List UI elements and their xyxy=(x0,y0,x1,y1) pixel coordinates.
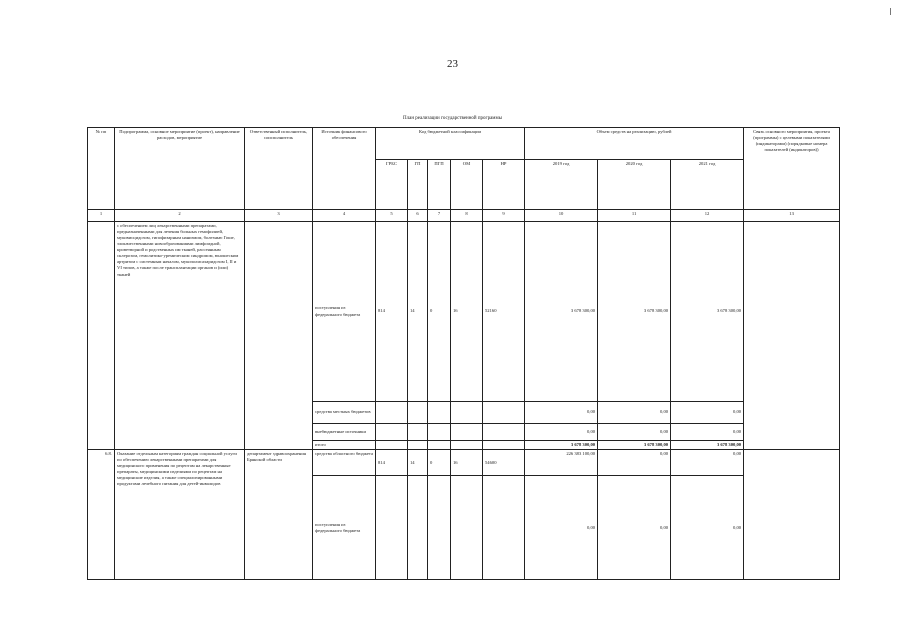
row-2020: 3 678 300,00 xyxy=(598,441,671,450)
column-number: 8 xyxy=(451,210,483,222)
column-number: 5 xyxy=(376,210,408,222)
row-grbs: 814 xyxy=(376,222,408,402)
row-2020: 0,00 xyxy=(598,402,671,424)
header-funds: Объем средств на реализацию, рублей xyxy=(525,128,744,160)
header-2019: 2019 год xyxy=(525,160,598,210)
column-number: 6 xyxy=(408,210,428,222)
row-np xyxy=(483,402,525,424)
row-2020: 0,00 xyxy=(598,476,671,580)
row-gp xyxy=(408,441,428,450)
row-2019: 226 383 100,00 xyxy=(525,450,598,476)
row-np xyxy=(483,424,525,441)
row-2021: 3 678 300,00 xyxy=(671,222,744,402)
row-2020: 0,00 xyxy=(598,450,671,476)
column-number: 10 xyxy=(525,210,598,222)
row-2019: 0,00 xyxy=(525,476,598,580)
row-description: Оказание отдельным категориям граждан социальной услуги по обеспечению лекарственными препаратами для медицинского применения по рецептам на лекарственные препараты, медицинскими изделиями по рецептам на медицинские изделия, а также специализированными продуктами лечебного питания для детей-инвалидов xyxy=(115,450,245,580)
row-responsible: департамент здравоохранения Брянской области xyxy=(245,450,313,580)
header-om: ОМ xyxy=(451,160,483,210)
row-om: 16 xyxy=(451,222,483,402)
row-2021: 0,00 xyxy=(671,476,744,580)
row-gp: 14 xyxy=(408,222,428,402)
header-no: № пп xyxy=(88,128,115,210)
row-2019: 0,00 xyxy=(525,402,598,424)
row-np xyxy=(483,476,525,580)
row-np: 54600 xyxy=(483,450,525,476)
header-gp: ГП xyxy=(408,160,428,210)
row-2019: 3 678 300,00 xyxy=(525,222,598,402)
column-number: 3 xyxy=(245,210,313,222)
row-link xyxy=(744,450,840,580)
row-pgp xyxy=(428,476,451,580)
row-number-cell xyxy=(88,222,115,450)
row-number-cell: 6.8. xyxy=(88,450,115,580)
row-grbs xyxy=(376,476,408,580)
row-link xyxy=(744,222,840,450)
header-subprogram: Подпрограмма, основное мероприятие (проект), направление расходов, мероприятие xyxy=(115,128,245,210)
column-number: 9 xyxy=(483,210,525,222)
row-responsible xyxy=(245,222,313,450)
row-2020: 0,00 xyxy=(598,424,671,441)
row-pgp xyxy=(428,441,451,450)
column-number: 7 xyxy=(428,210,451,222)
row-np: 52160 xyxy=(483,222,525,402)
column-number: 2 xyxy=(115,210,245,222)
row-om: 16 xyxy=(451,450,483,476)
header-2021: 2021 год xyxy=(671,160,744,210)
row-2021: 0,00 xyxy=(671,424,744,441)
row-2021: 0,00 xyxy=(671,450,744,476)
row-2019: 3 678 300,00 xyxy=(525,441,598,450)
column-number: 1 xyxy=(88,210,115,222)
program-plan-table xyxy=(87,127,840,580)
row-gp: 14 xyxy=(408,450,428,476)
header-np: НР xyxy=(483,160,525,210)
row-grbs xyxy=(376,424,408,441)
row-2020: 3 678 300,00 xyxy=(598,222,671,402)
row-grbs xyxy=(376,402,408,424)
column-number: 12 xyxy=(671,210,744,222)
row-2019: 0,00 xyxy=(525,424,598,441)
table-row xyxy=(88,222,840,402)
row-gp xyxy=(408,402,428,424)
row-pgp xyxy=(428,402,451,424)
table-title: План реализации государственной программы xyxy=(403,116,502,121)
header-budget-code: Код бюджетной классификации xyxy=(376,128,525,160)
row-pgp: 0 xyxy=(428,450,451,476)
row-source: средства областного бюджета xyxy=(313,450,376,476)
header-row-1 xyxy=(88,128,840,160)
row-source: поступления из федерального бюджета xyxy=(313,476,376,580)
row-om xyxy=(451,402,483,424)
header-responsible: Ответственный исполнитель, соисполнитель xyxy=(245,128,313,210)
header-grbs: ГРБС xyxy=(376,160,408,210)
column-number: 13 xyxy=(744,210,840,222)
column-number: 11 xyxy=(598,210,671,222)
column-numbers-row xyxy=(88,210,840,222)
row-pgp: 0 xyxy=(428,222,451,402)
row-gp xyxy=(408,424,428,441)
row-2021: 0,00 xyxy=(671,402,744,424)
scan-mark xyxy=(890,8,891,15)
column-number: 4 xyxy=(313,210,376,222)
row-om xyxy=(451,476,483,580)
row-source: внебюджетные источники xyxy=(313,424,376,441)
row-om xyxy=(451,424,483,441)
row-source: средства местных бюджетов xyxy=(313,402,376,424)
header-2020: 2020 год xyxy=(598,160,671,210)
row-grbs: 814 xyxy=(376,450,408,476)
row-grbs xyxy=(376,441,408,450)
header-source: Источник финансового обеспечения xyxy=(313,128,376,210)
row-pgp xyxy=(428,424,451,441)
row-np xyxy=(483,441,525,450)
header-pgp: ПГП xyxy=(428,160,451,210)
row-gp xyxy=(408,476,428,580)
row-source: итого xyxy=(313,441,376,450)
page-number: 23 xyxy=(447,58,458,70)
row-om xyxy=(451,441,483,450)
table-row xyxy=(88,450,840,476)
row-description: с обеспечением лиц лекарственными препаратами, предназначенными для лечения больных гемофилией, муковисцидозом, гипофизарным нанизмом, болезнью Гоше, злокачественными новообразованиями лимфоидной, кроветворной и родственных им тканей, рассеянным склерозом, гемолитико-уремическим синдромом, юношеским артритом с системным началом, мукополисахаридозом I, II и VI типов, а также после трансплантации органов и (или) тканей xyxy=(115,222,245,450)
header-link: Связь основного мероприятия, проекта (программы) с целевыми показателями (индикаторами) (порядковые номера показателей (индикаторов)) xyxy=(744,128,840,210)
row-2021: 3 678 300,00 xyxy=(671,441,744,450)
row-source: поступления из федерального бюджета xyxy=(313,222,376,402)
